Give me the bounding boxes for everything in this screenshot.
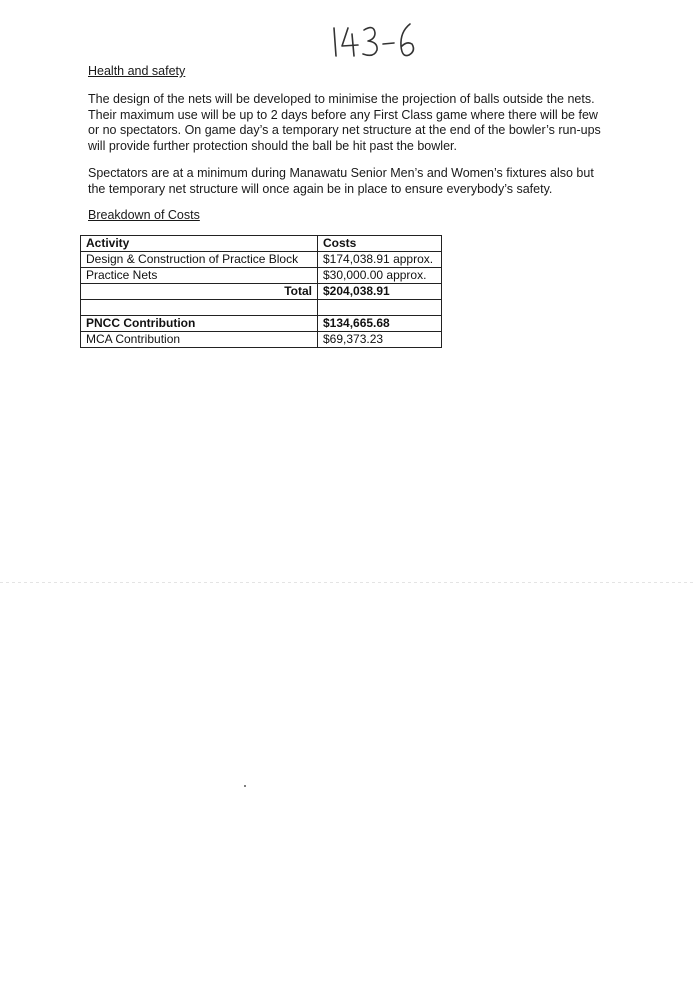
cost-cell: $174,038.91 approx. [318, 252, 442, 268]
spacer-row [81, 300, 442, 316]
health-safety-heading: Health and safety [88, 64, 186, 78]
table-row [81, 252, 442, 268]
costs-table [80, 235, 442, 348]
contribution-row [81, 332, 442, 348]
scan-speck [244, 785, 246, 787]
header-activity: Activity [81, 236, 318, 252]
total-value: $204,038.91 [318, 284, 442, 300]
total-row [81, 284, 442, 300]
contribution-row [81, 316, 442, 332]
contribution-name: MCA Contribution [81, 332, 318, 348]
header-costs: Costs [318, 236, 442, 252]
handwritten-page-number [328, 18, 428, 66]
total-label: Total [81, 284, 318, 300]
handwritten-stroke-graphic [328, 18, 428, 66]
scan-artifact-line [0, 582, 694, 583]
table-header-row [81, 236, 442, 252]
contribution-name: PNCC Contribution [81, 316, 318, 332]
contribution-amount: $134,665.68 [318, 316, 442, 332]
health-paragraph-2: Spectators are at a minimum during Manawatu Senior Men’s and Women’s fixtures also but the temporary net structure will once again be in place to ensure everybody’s safety. [88, 166, 594, 196]
empty-cell [81, 300, 318, 316]
breakdown-costs-heading: Breakdown of Costs [88, 208, 200, 222]
activity-cell: Practice Nets [81, 268, 318, 284]
contribution-amount: $69,373.23 [318, 332, 442, 348]
table-row [81, 268, 442, 284]
health-paragraph-1: The design of the nets will be developed to minimise the projection of balls outside the nets. Their maximum use will be up to 2 days before any First Class game where there will be few or no spectators. On game day’s a temporary net structure at the end of the bowler’s run-ups will provide further protection should the ball be hit past the bowler. [88, 92, 601, 153]
activity-cell: Design & Construction of Practice Block [81, 252, 318, 268]
cost-cell: $30,000.00 approx. [318, 268, 442, 284]
empty-cell [318, 300, 442, 316]
